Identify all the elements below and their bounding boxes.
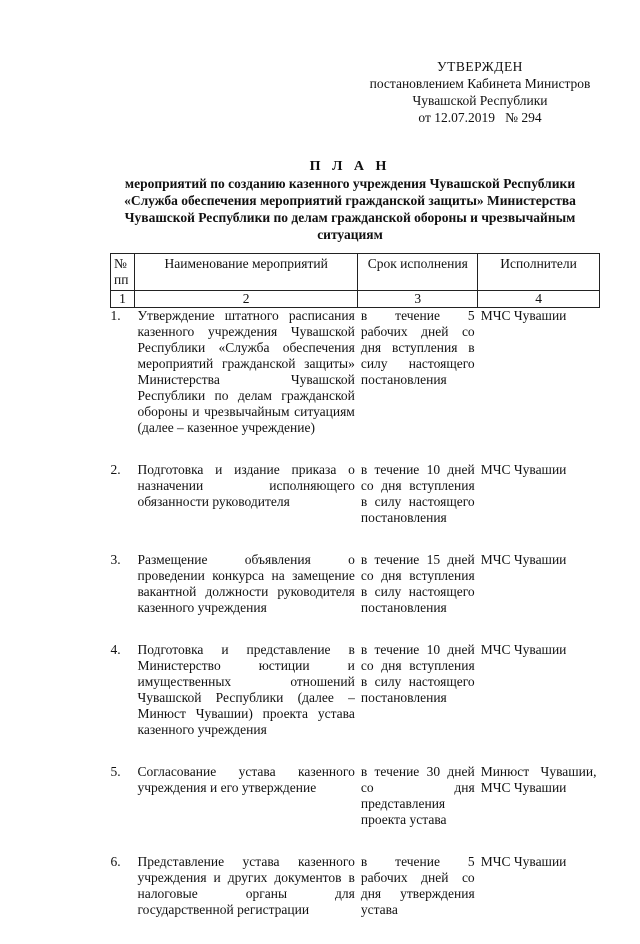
table-row [111,552,600,642]
index-cell: 1 [111,291,135,308]
table-row [111,764,600,854]
row-name: Утверждение штатного расписания казенного учреждения Чувашской Республики «Служба обеспечения мероприятий гражданской защиты» Министерства Чувашской Республики по делам гражданской обороны и чрезвычайным ситуациям (далее – казенное учреждение) [137,308,355,435]
row-name: Согласование устава казенного учреждения и его утверждение [137,764,355,795]
row-num: 2. [110,462,121,477]
table-row [111,854,600,944]
header-exec: Исполнители [478,254,600,291]
approval-line-2: Чувашской Республики [412,93,548,108]
row-num: 5. [110,764,121,779]
row-name: Представление устава казенного учреждения и других документов в налоговые органы для государственной регистрации [137,854,355,917]
row-name: Подготовка и издание приказа о назначении исполняющего обязанности руководителя [137,462,355,509]
row-num: 3. [110,552,121,567]
row-exec: МЧС Чувашии [480,552,567,567]
row-num: 6. [110,854,121,869]
table-row [111,642,600,764]
row-num: 1. [110,308,121,323]
plan-title-block [100,158,600,243]
approval-line-3: от 12.07.2019 № 294 [418,110,542,125]
header-name: Наименование мероприятий [134,254,357,291]
approval-block [360,58,600,126]
row-term: в течение 10 дней со дня вступления в силу настоящего постановления [360,462,475,525]
row-term: в течение 5 рабочих дней со дня утверждения устава [360,854,475,917]
row-term: в течение 10 дней со дня вступления в силу настоящего постановления [360,642,475,705]
table-row [111,462,600,552]
row-name: Размещение объявления о проведении конкурса на замещение вакантной должности руководителя казенного учреждения [137,552,355,615]
row-exec: Минюст Чувашии, МЧС Чувашии [480,764,597,795]
table-row [111,308,600,463]
row-exec: МЧС Чувашии [480,642,567,657]
row-name: Подготовка и представление в Министерство юстиции и имущественных отношений Чувашской Республики (далее – Минюст Чувашии) проекта устава казенного учреждения [137,642,355,737]
header-term: Срок исполнения [358,254,478,291]
row-exec: МЧС Чувашии [480,462,567,477]
index-cell: 4 [478,291,600,308]
table-header-row [111,254,600,291]
header-num: № пп [111,254,135,291]
plan-heading: П Л А Н [309,159,391,174]
row-term: в течение 15 дней со дня вступления в силу настоящего постановления [360,552,475,615]
plan-subtitle: мероприятий по созданию казенного учреждения Чувашской Республики «Служба обеспечения мероприятий гражданской защиты» Министерства Чувашской Республики по делам гражданской обороны и чрезвычайным ситуациям [124,176,576,242]
row-num: 4. [110,642,121,657]
plan-table [110,253,600,944]
index-cell: 3 [358,291,478,308]
approval-line-1: постановлением Кабинета Министров [369,76,591,91]
index-cell: 2 [134,291,357,308]
table-index-row [111,291,600,308]
row-exec: МЧС Чувашии [480,308,567,323]
row-exec: МЧС Чувашии [480,854,567,869]
row-term: в течение 30 дней со дня представления проекта устава [360,764,475,827]
row-term: в течение 5 рабочих дней со дня вступления в силу настоящего постановления [360,308,475,387]
approval-title: УТВЕРЖДЕН [437,59,523,74]
